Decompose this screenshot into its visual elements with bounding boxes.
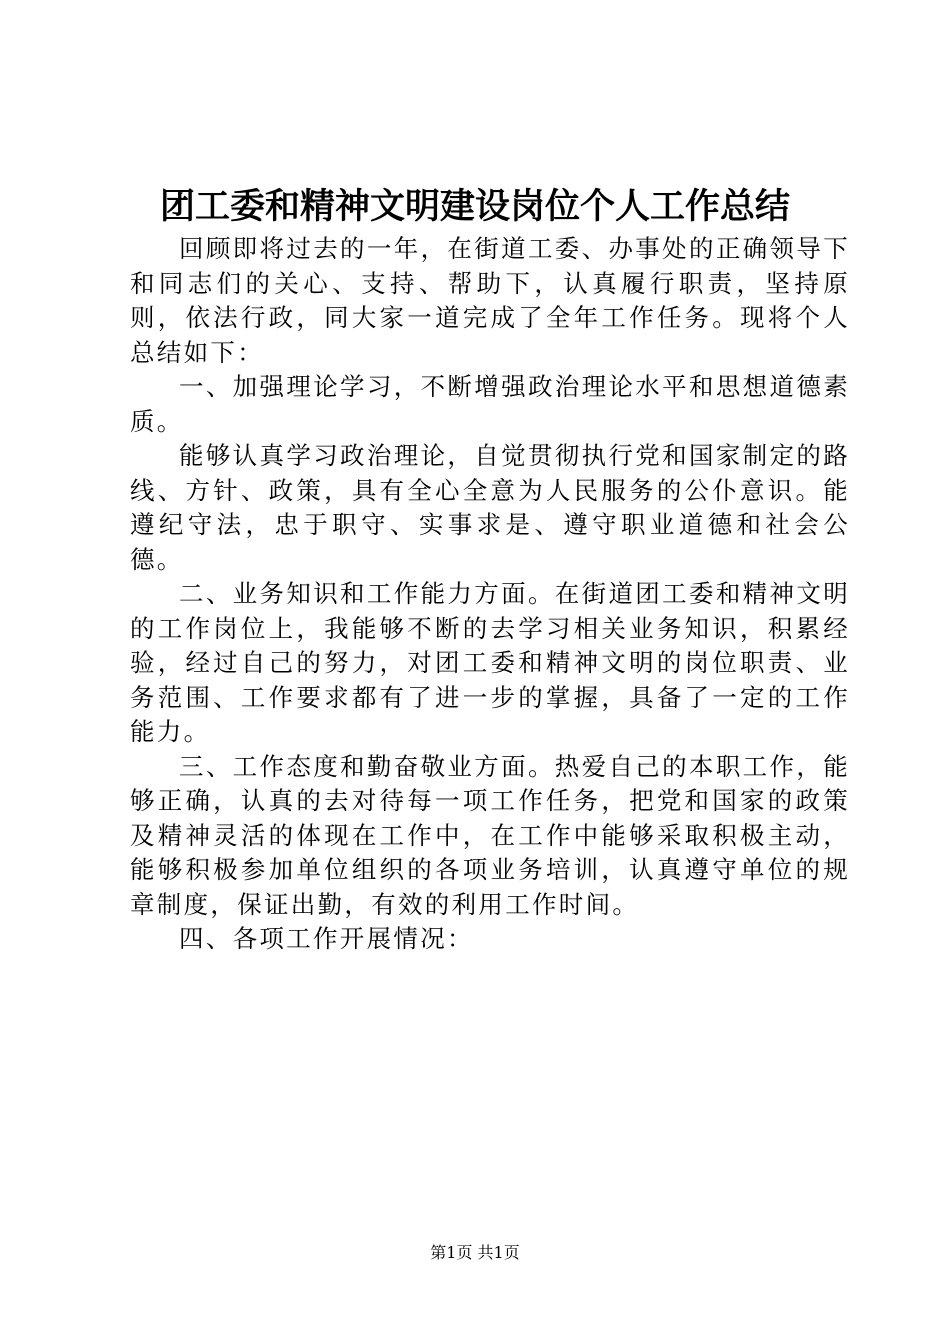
paragraph-section-1-heading: 一、加强理论学习，不断增强政治理论水平和思想道德素质。 [130,372,850,436]
page-number-footer: 第1页 共1页 [430,1243,520,1262]
paragraph-section-3: 三、工作态度和勤奋敬业方面。热爱自己的本职工作，能够正确，认真的去对待每一项工作任务，把党和国家的政策及精神灵活的体现在工作中，在工作中能够采取积极主动，能够积极参加单位组织的各项业务培训，认真遵守单位的规章制度，保证出勤，有效的利用工作时间。 [130,751,850,919]
paragraph-section-1-body: 能够认真学习政治理论，自觉贯彻执行党和国家制定的路线、方针、政策，具有全心全意为人民服务的公仆意识。能遵纪守法，忠于职守、实事求是、遵守职业道德和社会公德。 [130,441,850,574]
paragraph-intro: 回顾即将过去的一年，在街道工委、办事处的正确领导下和同志们的关心、支持、帮助下，认真履行职责，坚持原则，依法行政，同大家一道完成了全年工作任务。现将个人总结如下： [130,234,850,367]
document-body [130,232,850,957]
paragraph-section-4-heading: 四、各项工作开展情况： [179,924,474,953]
document-title: 团工委和精神文明建设岗位个人工作总结 [159,186,790,227]
paragraph-section-2: 二、业务知识和工作能力方面。在街道团工委和精神文明的工作岗位上，我能够不断的去学习相关业务知识，积累经验，经过自己的努力，对团工委和精神文明的岗位职责、业务范围、工作要求都有了进一步的掌握，具备了一定的工作能力。 [130,579,850,746]
